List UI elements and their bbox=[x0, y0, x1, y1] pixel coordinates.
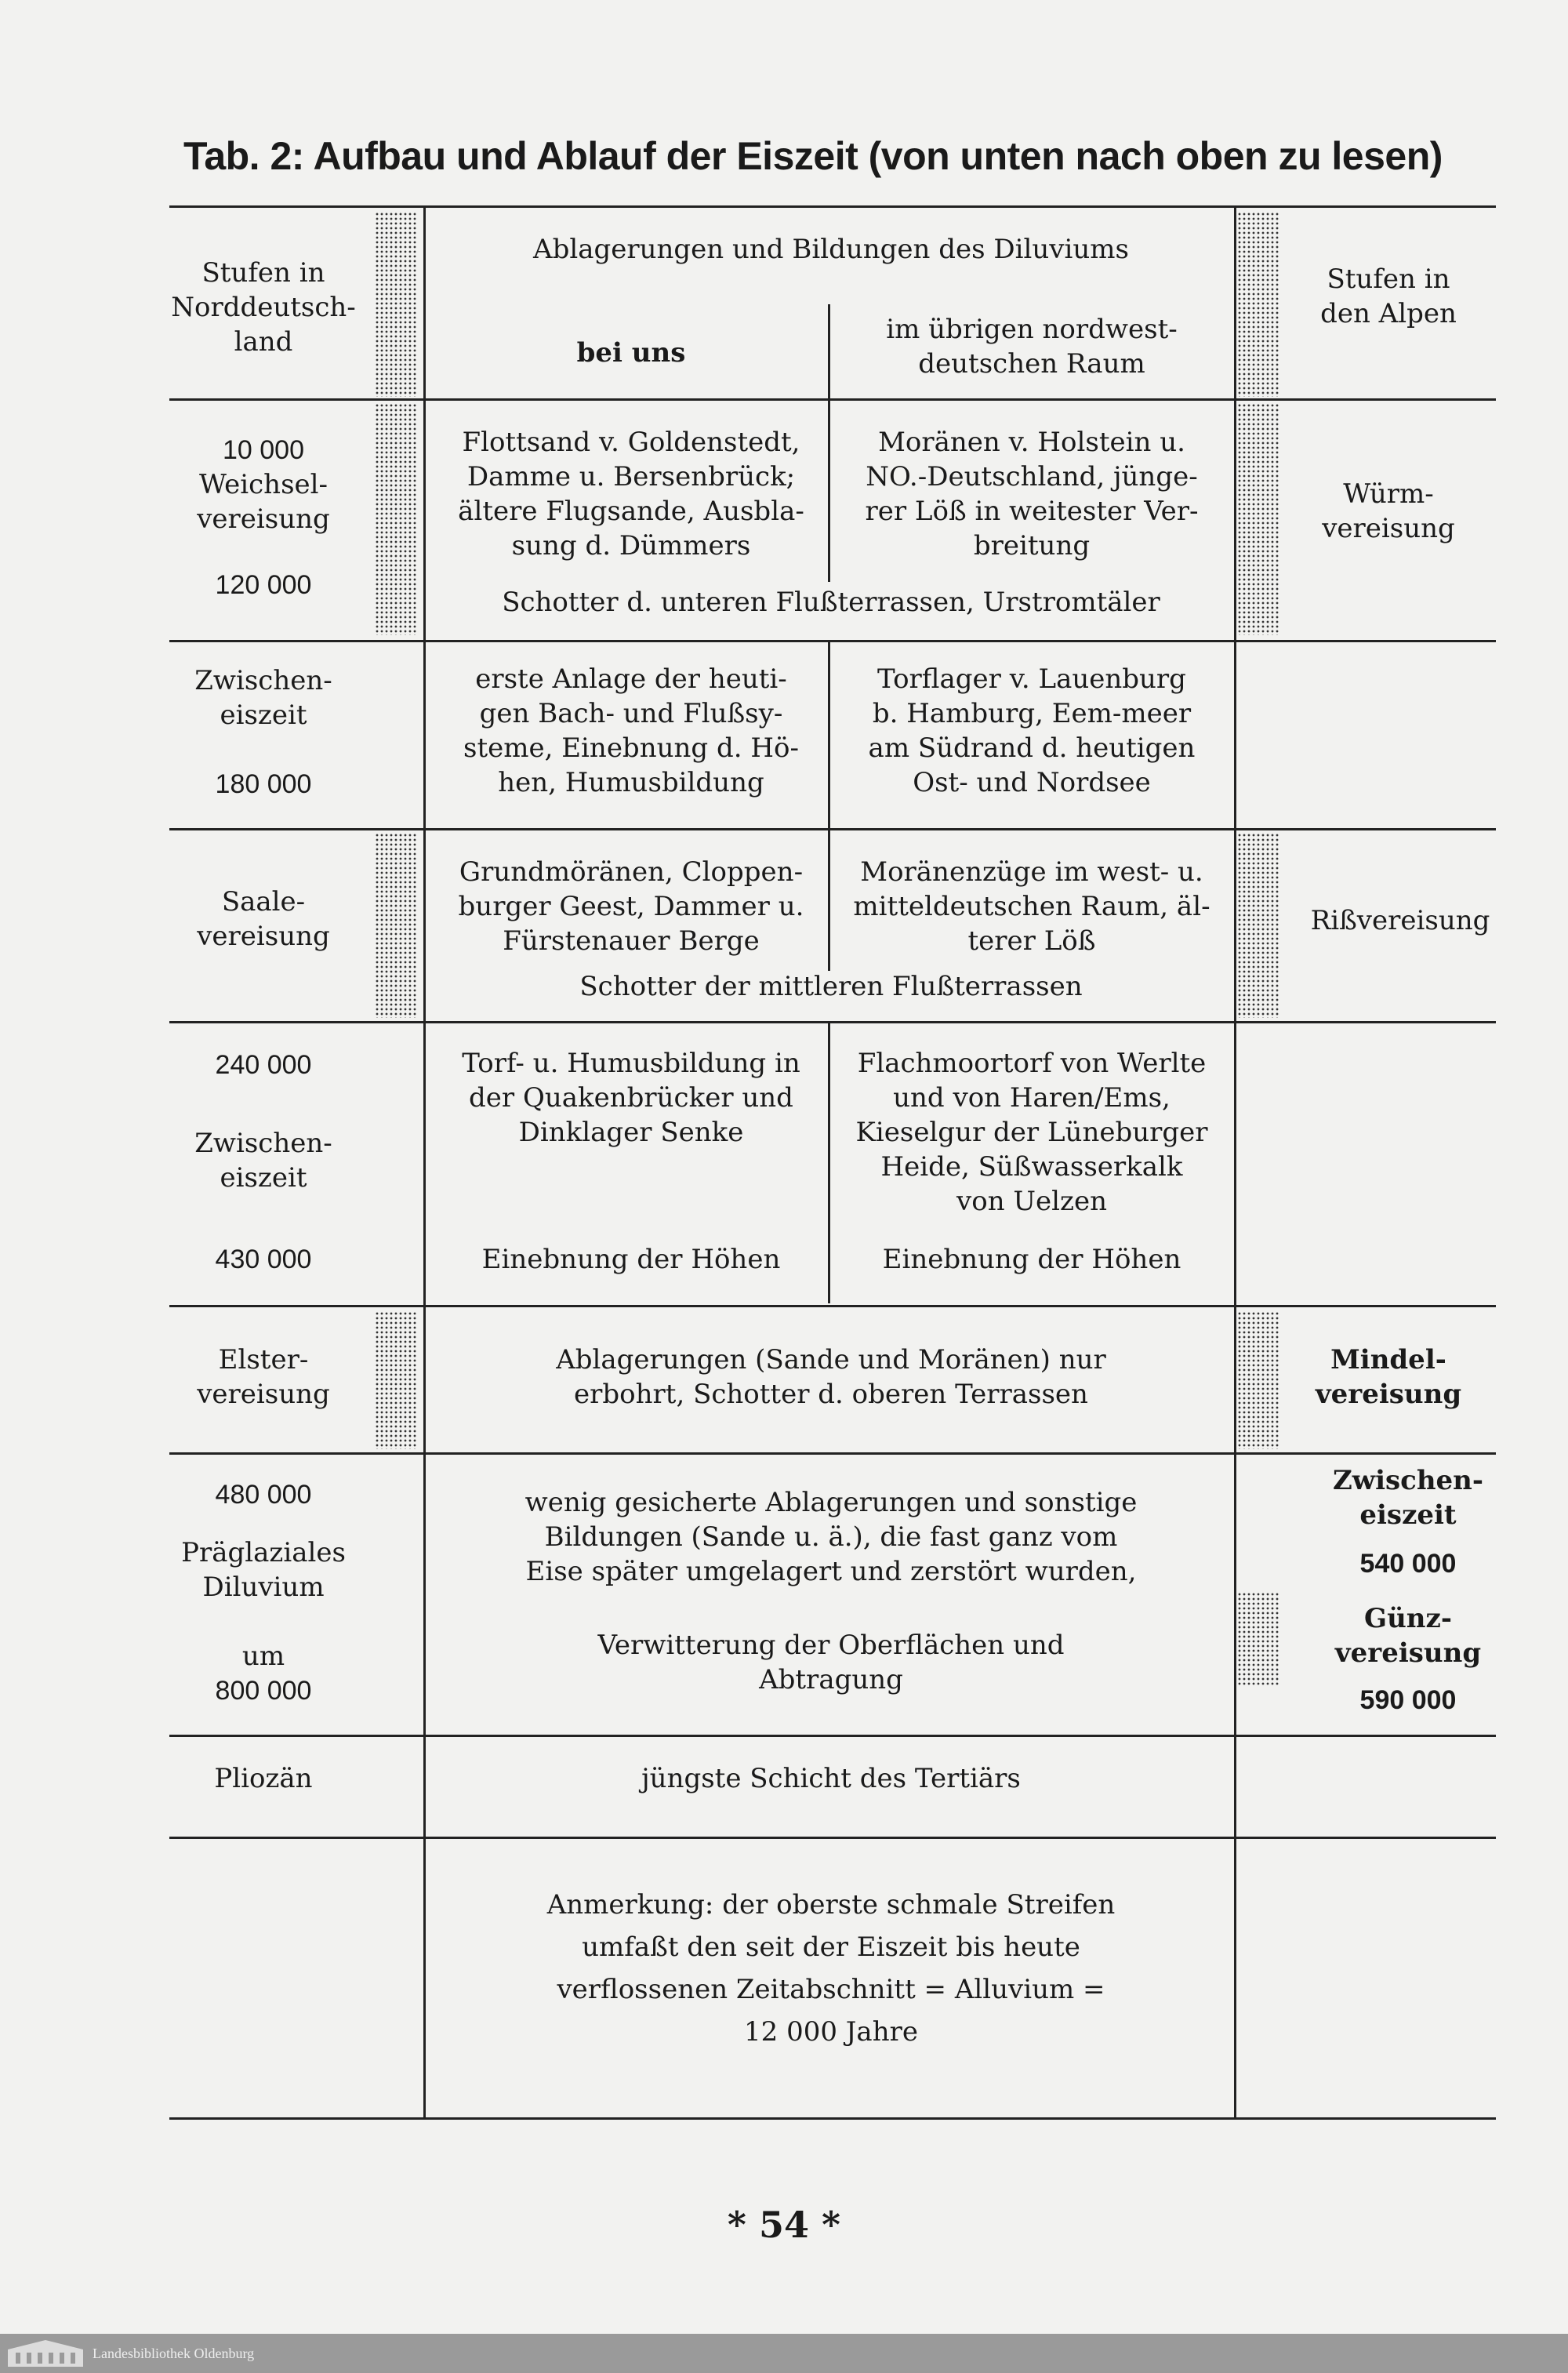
saale-alps: Rißvereisung bbox=[1310, 905, 1490, 936]
glacial-band-left-saale bbox=[375, 833, 417, 1018]
preglacial-alps-gunz: Günz- vereisung bbox=[1334, 1603, 1482, 1669]
preglacial-stage: Präglaziales Diluvium bbox=[181, 1537, 346, 1603]
interglacial1-years: 180 000 bbox=[215, 769, 312, 799]
rule-saale bbox=[169, 1021, 1496, 1023]
glacial-band-right-weichsel bbox=[1237, 403, 1279, 635]
rule-elster bbox=[169, 1452, 1496, 1455]
preglacial-alps-top: Zwischen- eiszeit bbox=[1332, 1465, 1484, 1531]
rule-weichsel bbox=[169, 640, 1496, 642]
saale-regional: Moränenzüge im west- u. mitteldeutschen Raum, äl- terer Löß bbox=[853, 856, 1210, 957]
elster-stage: Elster- vereisung bbox=[197, 1344, 330, 1410]
col-divider-1 bbox=[423, 207, 426, 2117]
weichsel-shared: Schotter d. unteren Flußterrassen, Urstromtäler bbox=[502, 587, 1160, 618]
interglacial2-local-bottom: Einebnung der Höhen bbox=[481, 1244, 781, 1275]
preglacial-years-bottom: 800 000 bbox=[215, 1676, 312, 1706]
saale-local: Grundmöränen, Cloppen- burger Geest, Dammer u. Fürstenauer Berge bbox=[458, 856, 804, 957]
library-logo-icon bbox=[6, 2338, 85, 2368]
rule-bottom bbox=[169, 2117, 1496, 2120]
interglacial2-stage: Zwischen- eiszeit bbox=[194, 1128, 332, 1194]
interglacial2-regional-bottom: Einebnung der Höhen bbox=[882, 1244, 1181, 1275]
interglacial2-regional: Flachmoortorf von Werlte und von Haren/Ems, Kieselgur der Lüneburger Heide, Süßwasserkalk von Uelzen bbox=[855, 1048, 1208, 1217]
col-divider-weichsel bbox=[828, 400, 830, 582]
interglacial2-local: Torf- u. Humusbildung in der Quakenbrücker und Dinklager Senke bbox=[462, 1048, 800, 1148]
interglacial1-local: erste Anlage der heuti- gen Bach- und Flußsy- steme, Einebnung d. Hö- hen, Humusbildung bbox=[463, 663, 799, 798]
weichsel-stage: Weichsel- vereisung bbox=[197, 469, 330, 535]
rule-header bbox=[169, 398, 1496, 401]
glacial-band-right-saale bbox=[1237, 833, 1279, 1018]
page-number: * 54 * bbox=[727, 2204, 841, 2246]
weichsel-local: Flottsand v. Goldenstedt, Damme u. Bersenbrück; ältere Flugsande, Ausbla- sung d. Dümmers bbox=[458, 427, 804, 561]
glacial-band-right-elster bbox=[1237, 1311, 1279, 1449]
elster-alps: Mindel- vereisung bbox=[1315, 1344, 1462, 1410]
header-col1: Stufen in Norddeutsch- land bbox=[171, 257, 356, 358]
pliocene-shared: jüngste Schicht des Tertiärs bbox=[641, 1763, 1021, 1794]
rule-interglacial1 bbox=[169, 828, 1496, 830]
preglacial-shared2: Verwitterung der Oberflächen und Abtragung bbox=[597, 1630, 1065, 1695]
glacial-band-left-elster bbox=[375, 1311, 417, 1449]
col-divider-4 bbox=[1234, 207, 1236, 2117]
preglacial-alps-years2: 590 000 bbox=[1359, 1685, 1457, 1715]
rule-top bbox=[169, 205, 1496, 208]
preglacial-um: um bbox=[241, 1641, 285, 1672]
table-title: Tab. 2: Aufbau und Ablauf der Eiszeit (von unten nach oben zu lesen) bbox=[183, 134, 1443, 178]
elster-shared: Ablagerungen (Sande und Moränen) nur erbohrt, Schotter d. oberen Terrassen bbox=[556, 1344, 1106, 1410]
interglacial2-years-bottom: 430 000 bbox=[215, 1245, 312, 1274]
glacial-band-left-weichsel bbox=[375, 403, 417, 635]
header-alps: Stufen in den Alpen bbox=[1320, 263, 1457, 329]
col-divider-interglacial1 bbox=[828, 641, 830, 828]
preglacial-shared1: wenig gesicherte Ablagerungen und sonstige Bildungen (Sande u. ä.), die fast ganz vom Eise später umgelagert und zerstört wurden, bbox=[524, 1487, 1138, 1587]
footer-library-name: Landesbibliothek Oldenburg bbox=[93, 2346, 255, 2361]
glacial-band-right-header bbox=[1237, 212, 1279, 397]
col-divider-header bbox=[828, 304, 830, 398]
header-deposits: Ablagerungen und Bildungen des Diluviums bbox=[533, 234, 1129, 265]
rule-pliocene bbox=[169, 1837, 1496, 1839]
weichsel-alps: Würm- vereisung bbox=[1322, 478, 1455, 544]
rule-interglacial2 bbox=[169, 1305, 1496, 1307]
note: Anmerkung: der oberste schmale Streifen umfaßt den seit der Eiszeit bis heute verflossenen Zeitabschnitt = Alluvium = 12 000 Jahre bbox=[546, 1889, 1116, 2048]
interglacial1-regional: Torflager v. Lauenburg b. Hamburg, Eem-meer am Südrand d. heutigen Ost- und Nordsee bbox=[868, 663, 1196, 798]
col-divider-saale bbox=[828, 830, 830, 971]
interglacial1-stage: Zwischen- eiszeit bbox=[194, 665, 332, 731]
saale-stage: Saale- vereisung bbox=[197, 886, 330, 952]
rule-preglacial bbox=[169, 1735, 1496, 1737]
header-local: bei uns bbox=[576, 337, 686, 369]
weichsel-regional: Moränen v. Holstein u. NO.-Deutschland, jünge- rer Löß in weitester Ver- breitung bbox=[865, 427, 1199, 561]
preglacial-years-top: 480 000 bbox=[215, 1480, 312, 1510]
preglacial-alps-years1: 540 000 bbox=[1359, 1549, 1457, 1579]
glacial-band-left-header bbox=[375, 212, 417, 397]
weichsel-years-bottom: 120 000 bbox=[215, 570, 312, 600]
saale-shared: Schotter der mittleren Flußterrassen bbox=[579, 971, 1083, 1002]
col-divider-interglacial2 bbox=[828, 1023, 830, 1303]
weichsel-years-top: 10 000 bbox=[223, 435, 304, 465]
pliocene-stage: Pliozän bbox=[214, 1763, 313, 1794]
header-regional: im übrigen nordwest- deutschen Raum bbox=[886, 314, 1178, 380]
glacial-band-right-gunz bbox=[1237, 1592, 1279, 1686]
interglacial2-years-top: 240 000 bbox=[215, 1050, 312, 1080]
